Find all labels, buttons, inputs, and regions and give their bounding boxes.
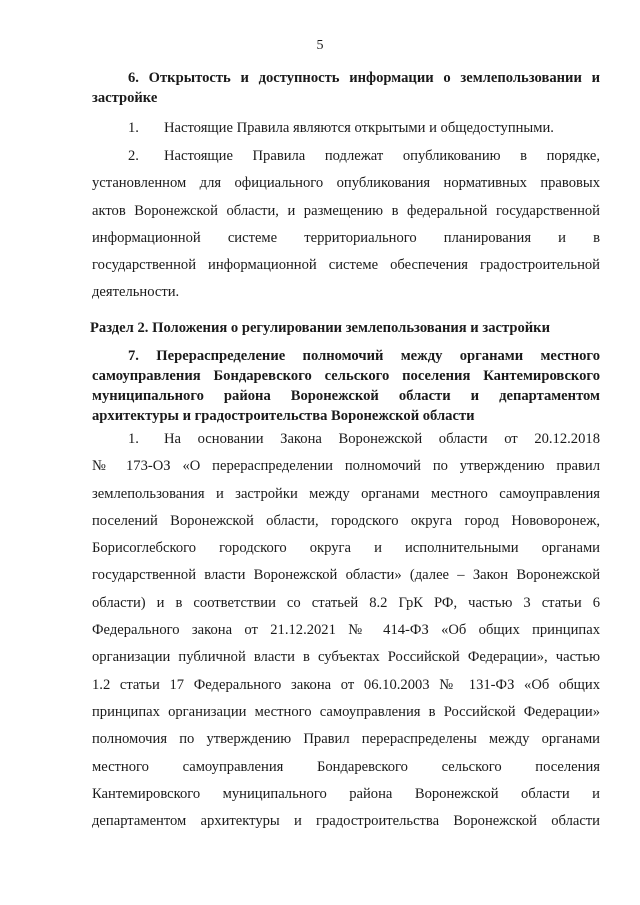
section-7-item-1 (92, 426, 600, 835)
paragraph-line (92, 426, 600, 453)
paragraph-line: № 173-ОЗ «О перераспределении полномочий по утверждению правил (92, 458, 600, 475)
paragraph-line: 1.2 статьи 17 Федерального закона от 06.10.2003 № 131-ФЗ «Об общих (92, 676, 600, 693)
paragraph-line: Кантемировского муниципального района Воронежской области и (92, 785, 600, 802)
heading-line: муниципального района Воронежской области и департаментом (92, 388, 600, 404)
paragraph-line: деятельности. (92, 284, 180, 301)
paragraph-line: Федерального закона от 21.12.2021 № 414-ФЗ «Об общих принципах (92, 622, 600, 639)
paragraph-line (92, 143, 600, 170)
paragraph-line: государственной власти Воронежской области» (далее – Закон Воронежской (92, 567, 600, 584)
heading-line: застройке (92, 90, 158, 106)
paragraph-line: Борисоглебского городского округа и исполнительными органами (92, 540, 600, 557)
heading-line: 7. Перераспределение полномочий между органами местного (128, 348, 600, 364)
section-6-item-1 (92, 115, 600, 142)
paragraph-line: актов Воронежской области, и размещению в федеральной государственной (92, 202, 600, 219)
part-2-heading: Раздел 2. Положения о регулировании землепользования и застройки (89, 320, 550, 336)
item-number: 2. (128, 148, 139, 164)
heading-line: архитектуры и градостроительства Воронежской области (92, 408, 475, 424)
paragraph-line: информационной системе территориального планирования и в (92, 229, 600, 246)
line-text: Настоящие Правила являются открытыми и общедоступными. (164, 120, 554, 136)
section-7-heading (92, 346, 600, 426)
paragraph-line: организации публичной власти в субъектах Российской Федерации», частью (92, 649, 600, 666)
paragraph-line: принципах организации местного самоуправления в Российской Федерации» (92, 703, 600, 720)
section-6-heading (92, 68, 600, 108)
line-text: На основании Закона Воронежской области от 20.12.2018 (164, 431, 600, 447)
item-number: 1. (128, 120, 139, 136)
paragraph-line: местного самоуправления Бондаревского сельского поселения (92, 758, 600, 775)
paragraph-line: землепользования и застройки между органами местного самоуправления (92, 485, 600, 502)
paragraph-line: поселений Воронежской области, городского округа город Нововоронеж, (92, 512, 600, 529)
item-number: 1. (128, 431, 139, 447)
paragraph-line: департаментом архитектуры и градостроительства Воронежской области (92, 813, 600, 830)
paragraph-line: полномочия по утверждению Правил перераспределены между органами (92, 731, 600, 748)
section-6-item-2 (92, 143, 600, 307)
page-number: 5 (316, 38, 324, 53)
paragraph-line (92, 115, 600, 142)
paragraph-line: государственной информационной системе обеспечения градостроительной (92, 257, 600, 274)
line-text: Настоящие Правила подлежат опубликованию в порядке, (164, 148, 600, 164)
heading-line: самоуправления Бондаревского сельского поселения Кантемировского (92, 368, 600, 384)
heading-line: 6. Открытость и доступность информации о землепользовании и (128, 70, 600, 86)
paragraph-line: области) и в соответствии со статьей 8.2 ГрК РФ, частью 3 статьи 6 (92, 594, 600, 611)
paragraph-line: установленном для официального опубликования нормативных правовых (92, 175, 600, 192)
